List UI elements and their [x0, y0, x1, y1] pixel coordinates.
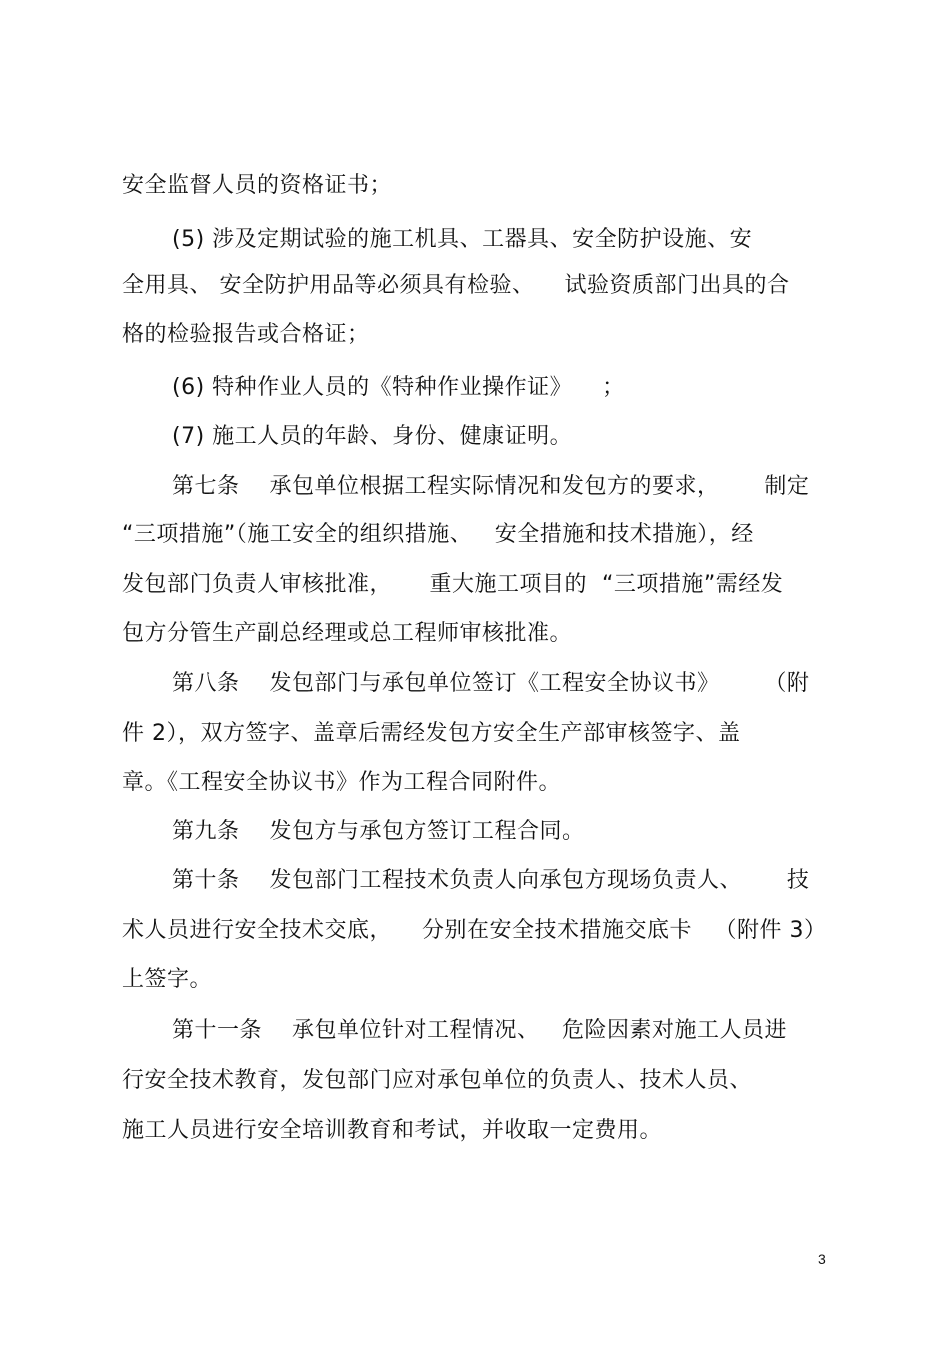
text-line: 上签字。 — [122, 967, 213, 992]
text-line: 术人员进行安全技术交底， 分别在安全技术措施交底卡 （附件 3） — [122, 918, 827, 943]
text-line: 第八条 发包部门与承包单位签订《工程安全协议书》 （附 — [172, 671, 810, 696]
text-line: 全用具、 安全防护用品等必须具有检验、 试验资质部门出具的合 — [122, 273, 790, 298]
text-line: (5) 涉及定期试验的施工机具、工器具、安全防护设施、安 — [172, 227, 753, 252]
text-line: (6) 特种作业人员的《特种作业操作证》 ； — [172, 375, 625, 400]
text-line: 格的检验报告或合格证； — [122, 322, 370, 347]
text-line: 施工人员进行安全培训教育和考试，并收取一定费用。 — [122, 1118, 663, 1143]
text-line: 第七条 承包单位根据工程实际情况和发包方的要求， 制定 — [172, 474, 810, 499]
text-line: 第九条 发包方与承包方签订工程合同。 — [172, 819, 585, 844]
text-line: 章。《工程安全协议书》作为工程合同附件。 — [122, 770, 562, 795]
text-line: 包方分管生产副总经理或总工程师审核批准。 — [122, 621, 573, 646]
text-line: 第十条 发包部门工程技术负责人向承包方现场负责人、 技 — [172, 868, 810, 893]
text-line: “三项措施”（施工安全的组织措施、 安全措施和技术措施），经 — [122, 522, 754, 547]
text-line: 安全监督人员的资格证书； — [122, 173, 393, 198]
text-line: 第十一条 承包单位针对工程情况、 危险因素对施工人员进 — [172, 1018, 787, 1043]
text-line: 行安全技术教育，发包部门应对承包单位的负责人、技术人员、 — [122, 1068, 753, 1093]
text-line: 件 2），双方签字、盖章后需经发包方安全生产部审核签字、盖 — [122, 721, 741, 746]
page-number: 3 — [818, 1251, 826, 1267]
text-line: (7) 施工人员的年龄、身份、健康证明。 — [172, 424, 573, 449]
text-line: 发包部门负责人审核批准， 重大施工项目的 “三项措施”需经发 — [122, 572, 784, 597]
